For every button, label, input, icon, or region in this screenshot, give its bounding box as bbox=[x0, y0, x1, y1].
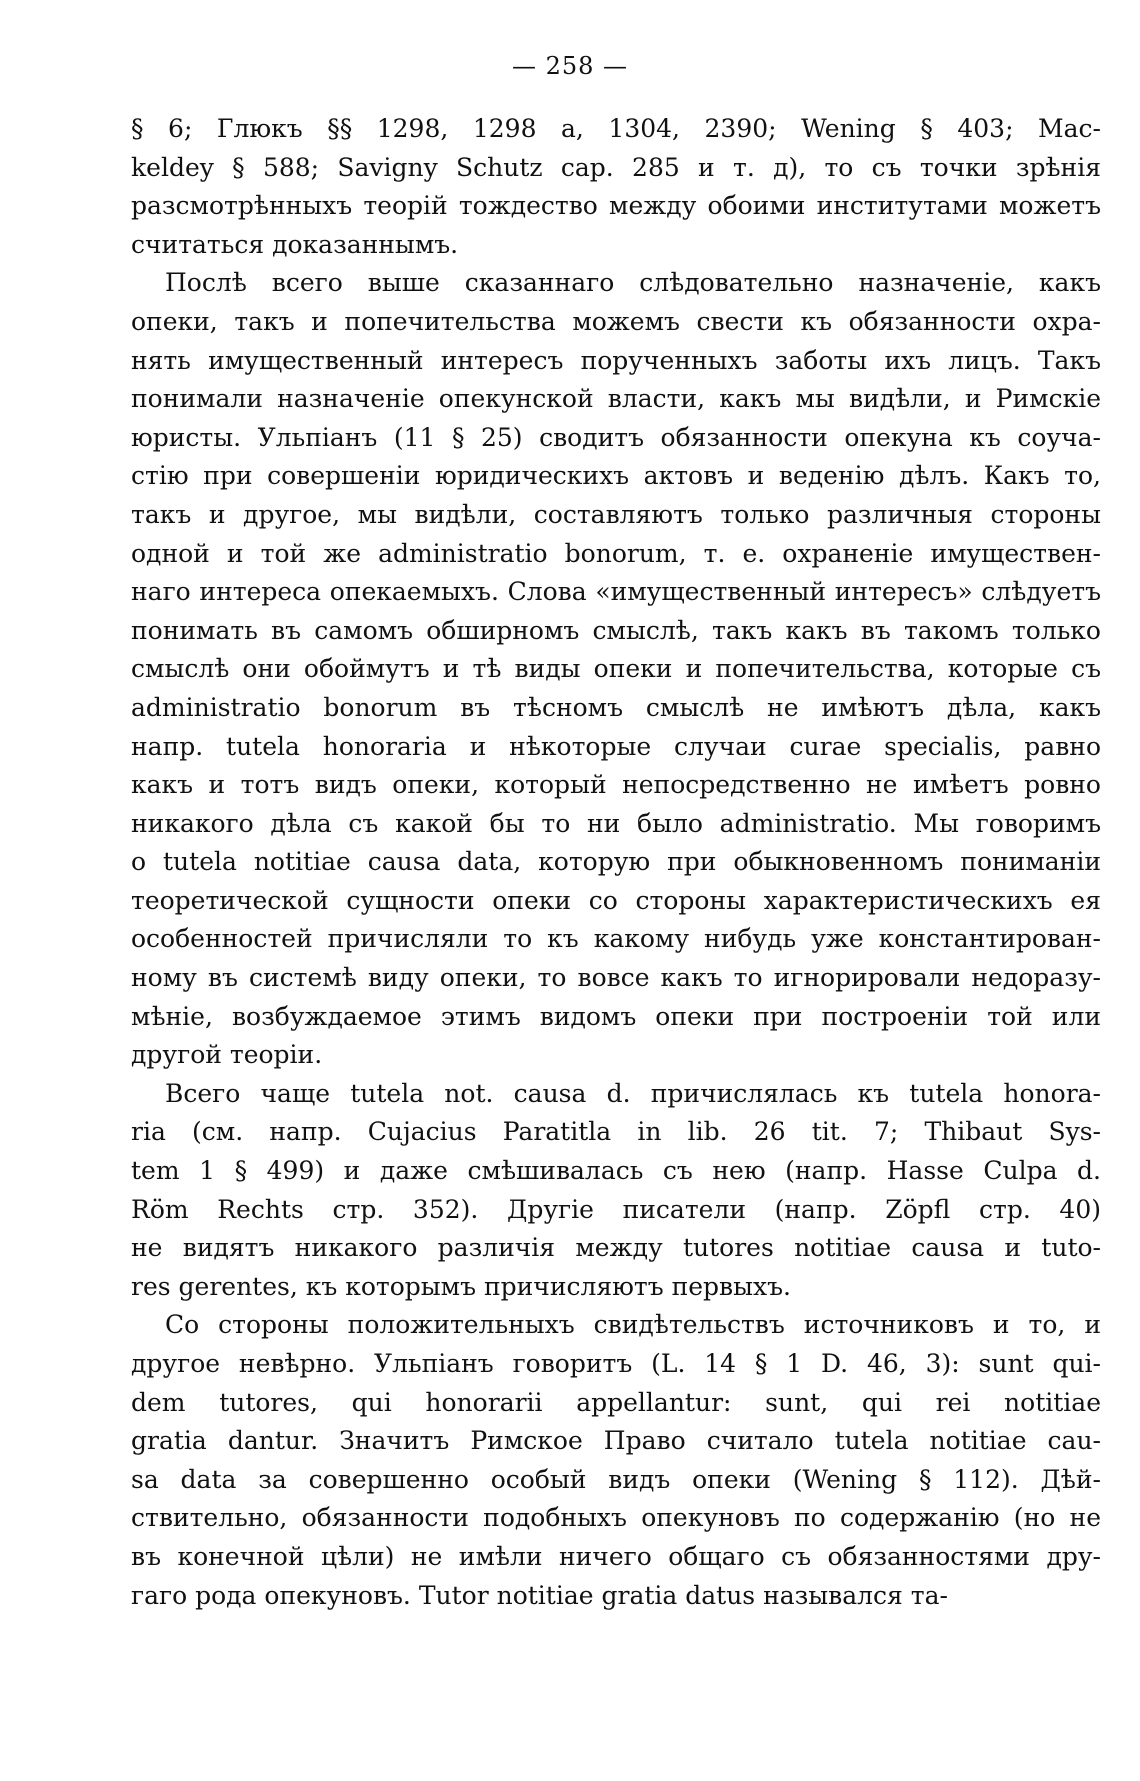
paragraph bbox=[131, 1075, 1101, 1307]
text-line: sa data за совершенно особый видъ опеки (Wening § 112). Дѣй- bbox=[131, 1464, 1101, 1494]
text-line: юристы. Ульпіанъ (11 § 25) сводитъ обязанности опекуна къ соуча- bbox=[131, 422, 1101, 452]
text-line: dem tutores, qui honorarii appellantur: sunt, qui rei notitiae bbox=[131, 1387, 1101, 1417]
text-line: напр. tutela honoraria и нѣкоторые случаи curae specialis, равно bbox=[131, 731, 1101, 761]
paragraph bbox=[131, 264, 1101, 1074]
paragraph bbox=[131, 1306, 1101, 1615]
text-line: въ конечной цѣли) не имѣли ничего общаго съ обязанностями дру- bbox=[131, 1541, 1101, 1571]
text-line: какъ и тотъ видъ опеки, который непосредственно не имѣетъ ровно bbox=[131, 770, 1101, 800]
text-line: ria (см. напр. Cujacius Paratitla in lib. 26 tit. 7; Thibaut Sys- bbox=[131, 1117, 1101, 1147]
text-line: разсмотрѣнныхъ теорій тождество между обоими институтами можетъ bbox=[131, 191, 1101, 221]
text-line: наго интереса опекаемыхъ. Слова «имущественный интересъ» слѣдуетъ bbox=[131, 577, 1101, 607]
text-line: administratio bonorum въ тѣсномъ смыслѣ не имѣютъ дѣла, какъ bbox=[131, 692, 1101, 722]
text-line: понимать въ самомъ обширномъ смыслѣ, такъ какъ въ такомъ только bbox=[131, 615, 1101, 645]
page-number: — 258 — bbox=[511, 52, 629, 80]
text-line: такъ и другое, мы видѣли, составляютъ только различныя стороны bbox=[131, 499, 1101, 529]
text-line: другой теоріи. bbox=[131, 1040, 323, 1070]
text-line: gratia dantur. Значитъ Римское Право считало tutela notitiae cau- bbox=[131, 1426, 1101, 1456]
text-line: ствительно, обязанности подобныхъ опекуновъ по содержанію (но не bbox=[131, 1503, 1101, 1533]
text-line: § 6; Глюкъ §§ 1298, 1298 а, 1304, 2390; Wening § 403; Mac- bbox=[131, 114, 1101, 143]
text-line: опеки, такъ и попечительства можемъ свести къ обязанности охра- bbox=[131, 306, 1101, 336]
text-line: другое невѣрно. Ульпіанъ говоритъ (L. 14 § 1 D. 46, 3): sunt qui- bbox=[131, 1349, 1101, 1378]
text-line: стію при совершеніи юридическихъ актовъ и веденію дѣлъ. Какъ то, bbox=[131, 461, 1101, 491]
text-line: Röm Rechts стр. 352). Другіе писатели (напр. Zöpfl стр. 40) bbox=[131, 1194, 1101, 1224]
text-line: смыслѣ они обоймутъ и тѣ виды опеки и попечительства, которые съ bbox=[131, 654, 1101, 684]
text-line: особенностей причисляли то къ какому нибудь уже константирован- bbox=[131, 924, 1101, 954]
text-line: ному въ системѣ виду опеки, то вовсе какъ то игнорировали недоразу- bbox=[131, 963, 1101, 993]
text-line: tem 1 § 499) и даже смѣшивалась съ нею (напр. Hasse Culpa d. bbox=[131, 1156, 1101, 1186]
text-line: мѣніе, возбуждаемое этимъ видомъ опеки при построеніи той или bbox=[131, 1001, 1101, 1031]
text-line: никакого дѣла съ какой бы то ни было administratio. Мы говоримъ bbox=[131, 808, 1101, 838]
text-line: keldey § 588; Savigny Schutz cap. 285 и т. д), то съ точки зрѣнія bbox=[131, 152, 1101, 182]
text-line: нять имущественный интересъ порученныхъ заботы ихъ лицъ. Такъ bbox=[131, 345, 1101, 375]
text-line: Послѣ всего выше сказаннаго слѣдовательно назначеніе, какъ bbox=[165, 268, 1101, 298]
text-line: одной и той же administratio bonorum, т. е. охраненіе имуществен- bbox=[131, 538, 1101, 568]
paragraph bbox=[131, 110, 1101, 264]
text-line: Со стороны положительныхъ свидѣтельствъ источниковъ и то, и bbox=[165, 1310, 1101, 1340]
body-text bbox=[131, 110, 1101, 1615]
text-line: res gerentes, къ которымъ причисляютъ первыхъ. bbox=[131, 1271, 791, 1301]
text-line: о tutela notitiae causa data, которую при обыкновенномъ пониманіи bbox=[131, 847, 1101, 877]
text-line: понимали назначеніе опекунской власти, какъ мы видѣли, и Римскіе bbox=[131, 384, 1101, 414]
text-line: Всего чаще tutela not. causa d. причислялась къ tutela honora- bbox=[165, 1078, 1101, 1108]
text-line: считаться доказаннымъ. bbox=[131, 229, 459, 259]
text-line: теоретической сущности опеки со стороны характеристическихъ ея bbox=[131, 885, 1101, 915]
text-line: гаго рода опекуновъ. Tutor notitiae gratia datus назывался та- bbox=[131, 1580, 948, 1610]
text-line: не видятъ никакого различія между tutores notitiae causa и tuto- bbox=[131, 1233, 1101, 1263]
